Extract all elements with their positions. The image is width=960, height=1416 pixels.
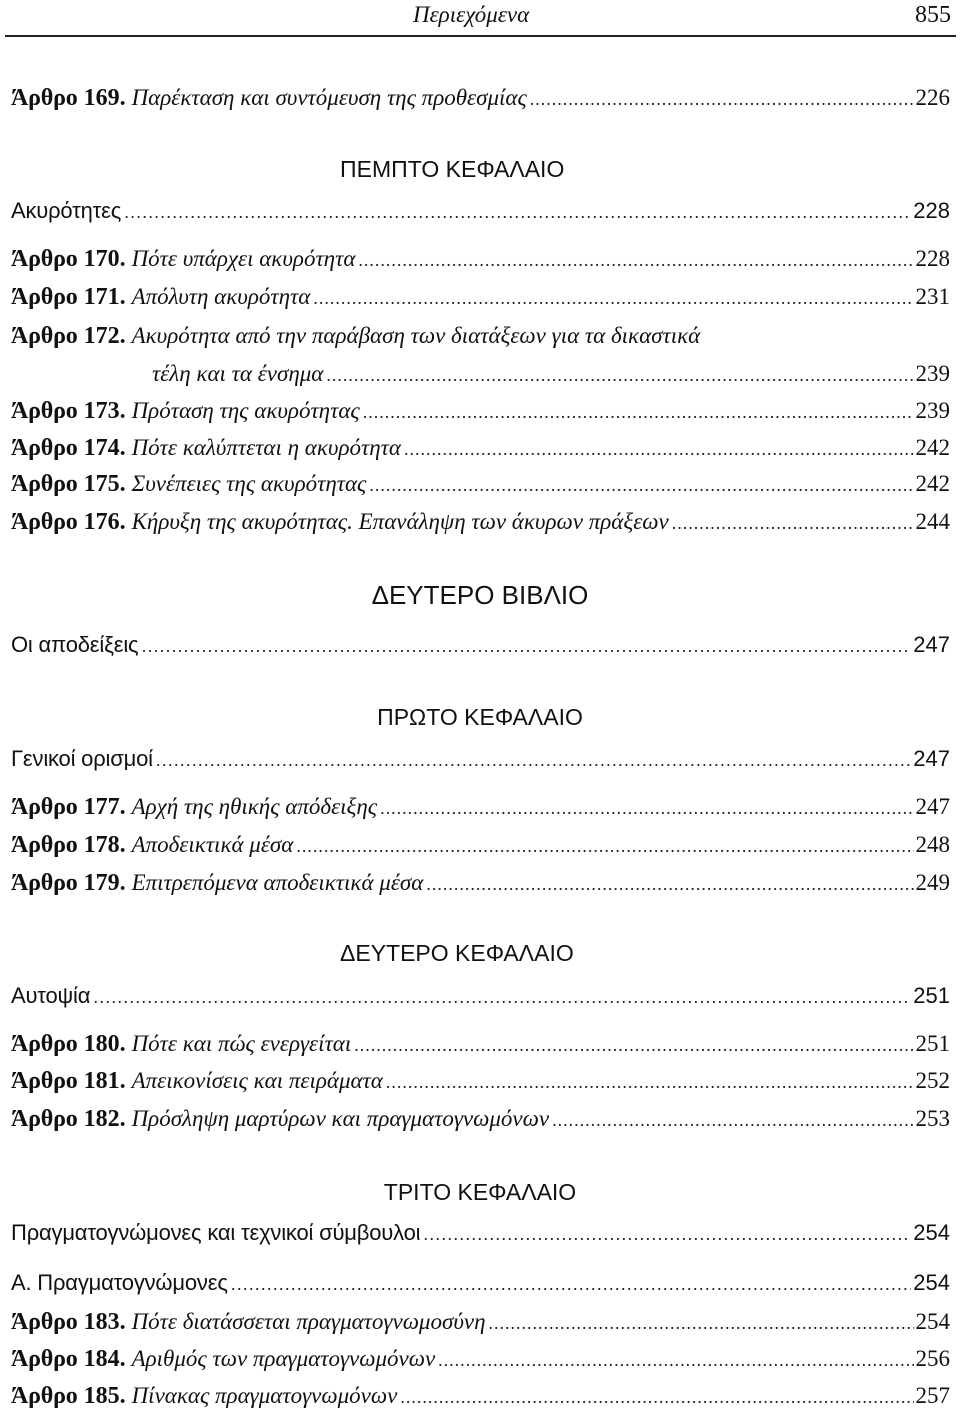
page-number: 855 <box>915 2 951 28</box>
page-ref: 249 <box>915 870 950 895</box>
leader-dots <box>426 874 913 895</box>
toc-entry-genikoi[interactable]: Γενικοί ορισμοί ..... 247 <box>11 746 950 772</box>
leader-dots <box>672 513 914 534</box>
page-ref: 247 <box>915 794 950 819</box>
toc-entry-article-172[interactable]: Άρθρο 172. Ακυρότητα από την παράβαση των διατάξεων για τα δικαστικά <box>11 323 701 349</box>
leader-dots <box>438 1350 913 1371</box>
toc-entry-article-176[interactable]: Άρθρο 176. Κήρυξη της ακυρότητας. Επανάληψη των άκυρων πράξεων ..... 244 <box>11 509 950 536</box>
chapter-heading-5: ΠΕΜΠΤΟ ΚΕΦΑΛΑΙΟ <box>340 156 565 182</box>
page-ref: 256 <box>915 1346 950 1371</box>
header-rule <box>5 35 956 37</box>
leader-dots <box>358 250 913 271</box>
toc-entry-akyrotites[interactable]: Ακυρότητες ..... 228 <box>11 198 950 224</box>
chapter-heading-2: ΔΕΥΤΕΡΟ ΚΕΦΑΛΑΙΟ <box>340 940 574 966</box>
toc-entry-article-171[interactable]: Άρθρο 171. Απόλυτη ακυρότητα ..... 231 <box>11 284 950 311</box>
page-ref: 226 <box>915 85 950 110</box>
leader-dots <box>313 288 913 309</box>
page-ref: 247 <box>913 632 950 657</box>
page-ref: 231 <box>915 284 950 309</box>
toc-entry-article-170[interactable]: Άρθρο 170. Πότε υπάρχει ακυρότητα ..... 228 <box>11 246 950 273</box>
toc-entry-article-179[interactable]: Άρθρο 179. Επιτρεπόμενα αποδεικτικά μέσα ..... 249 <box>11 870 950 897</box>
leader-dots <box>530 89 914 110</box>
leader-dots <box>354 1035 913 1056</box>
leader-dots <box>141 636 911 657</box>
leader-dots <box>489 1313 914 1334</box>
page-ref: 254 <box>913 1270 950 1295</box>
toc-entry-article-177[interactable]: Άρθρο 177. Αρχή της ηθικής απόδειξης ..... 247 <box>11 794 950 821</box>
leader-dots <box>380 798 913 819</box>
toc-entry-article-184[interactable]: Άρθρο 184. Αριθμός των πραγματογνωμόνων ..... 256 <box>11 1346 950 1373</box>
toc-entry-article-173[interactable]: Άρθρο 173. Πρόταση της ακυρότητας ..... 239 <box>11 398 950 425</box>
page-ref: 228 <box>915 246 950 271</box>
toc-entry-article-178[interactable]: Άρθρο 178. Αποδεικτικά μέσα ..... 248 <box>11 832 950 859</box>
toc-entry-article-169[interactable]: Άρθρο 169. Παρέκταση και συντόμευση της προθεσμίας ..... 226 <box>11 85 950 112</box>
chapter-heading-3: ΤΡΙΤΟ ΚΕΦΑΛΑΙΟ <box>383 1179 577 1205</box>
leader-dots <box>93 987 911 1008</box>
leader-dots <box>296 836 913 857</box>
toc-entry-article-182[interactable]: Άρθρο 182. Πρόσληψη μαρτύρων και πραγματογνωμόνων ..... 253 <box>11 1106 950 1133</box>
toc-entry-pragmatognomones-symvouloi[interactable]: Πραγματογνώμονες και τεχνικοί σύμβουλοι ..... 254 <box>11 1220 950 1246</box>
page-ref: 239 <box>915 361 950 386</box>
leader-dots <box>552 1110 913 1131</box>
page-ref: 247 <box>913 746 950 771</box>
toc-entry-article-175[interactable]: Άρθρο 175. Συνέπειες της ακυρότητας ..... 242 <box>11 471 950 498</box>
toc-entry-article-183[interactable]: Άρθρο 183. Πότε διατάσσεται πραγματογνωμοσύνη ..... 254 <box>11 1309 950 1336</box>
toc-entry-article-172-cont[interactable]: τέλη και τα ένσημα ..... 239 <box>152 361 950 387</box>
page-ref: 254 <box>913 1220 950 1245</box>
leader-dots <box>404 439 914 460</box>
toc-entry-article-180[interactable]: Άρθρο 180. Πότε και πώς ενεργείται ..... 251 <box>11 1031 950 1058</box>
page-ref: 257 <box>915 1383 950 1408</box>
page-ref: 254 <box>915 1309 950 1334</box>
page-ref: 242 <box>915 471 950 496</box>
leader-dots <box>363 402 914 423</box>
toc-entry-article-181[interactable]: Άρθρο 181. Απεικονίσεις και πειράματα ..... 252 <box>11 1068 950 1095</box>
page-ref: 253 <box>915 1106 950 1131</box>
toc-entry-article-174[interactable]: Άρθρο 174. Πότε καλύπτεται η ακυρότητα ..... 242 <box>11 435 950 462</box>
leader-dots <box>124 202 911 223</box>
toc-entry-article-185[interactable]: Άρθρο 185. Πίνακας πραγματογνωμόνων ..... 257 <box>11 1383 950 1410</box>
book-heading-2: ΔΕΥΤΕΡΟ ΒΙΒΛΙΟ <box>371 580 589 610</box>
page-ref: 228 <box>913 198 950 223</box>
leader-dots <box>386 1072 914 1093</box>
leader-dots <box>326 365 913 386</box>
page-header <box>0 0 960 40</box>
chapter-heading-1: ΠΡΩΤΟ ΚΕΦΑΛΑΙΟ <box>377 704 583 730</box>
page-ref: 244 <box>915 509 950 534</box>
page-ref: 252 <box>915 1068 950 1093</box>
leader-dots <box>231 1274 912 1295</box>
running-title: Περιεχόμενα <box>413 2 530 27</box>
leader-dots <box>156 750 911 771</box>
page-ref: 239 <box>915 398 950 423</box>
leader-dots <box>423 1224 911 1245</box>
page-ref: 251 <box>913 983 950 1008</box>
page-ref: 242 <box>915 435 950 460</box>
toc-entry-aftopsia[interactable]: Αυτοψία ..... 251 <box>11 983 950 1009</box>
page-ref: 251 <box>915 1031 950 1056</box>
toc-entry-a-pragmatognomones[interactable]: Α. Πραγματογνώμονες ..... 254 <box>11 1270 950 1296</box>
leader-dots <box>400 1387 913 1408</box>
page-ref: 248 <box>915 832 950 857</box>
leader-dots <box>369 475 913 496</box>
toc-entry-apodeixeis[interactable]: Οι αποδείξεις ..... 247 <box>11 632 950 658</box>
